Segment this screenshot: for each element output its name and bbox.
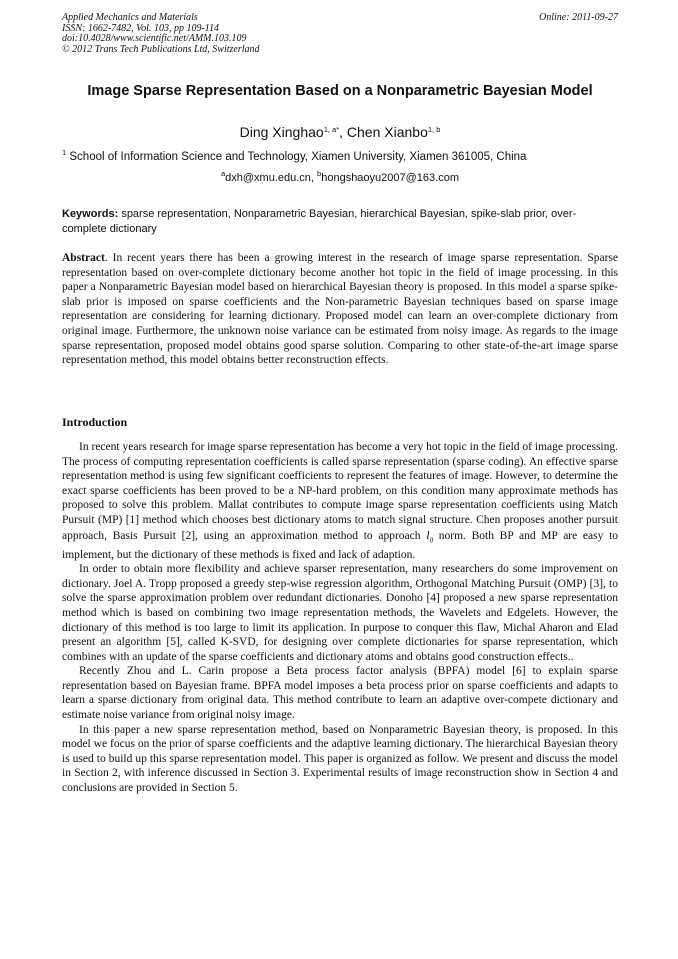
- paragraph: In order to obtain more flexibility and achieve sparser representation, many researchers do some improvement on dictionary. Joel A. Tropp proposed a greedy step-wise regression algorithm, Orthogonal Matching Pursuit (OMP) [3], to solve the sparse approximation problem over redundant dictionaries. Donoho [4] proposed a new sparse representation method which is based on combining two image representation methods, the Wavelets and Edgelets. However, the dictionary of this method is too large to limit its application. In purpose to conquer this flaw, Michal Aharon and Elad present an algorithm [5], called K-SVD, for designing over complete dictionaries for sparse representation, which combines with an update of the sparse coefficients and dictionary atoms and obtains good construction effects..: [62, 563, 618, 663]
- author-name: Chen Xianbo: [346, 124, 428, 140]
- abstract-label: Abstract: [62, 252, 105, 264]
- author-emails: [62, 169, 618, 184]
- paragraph-text: In recent years research for image sparse representation has become a very hot topic in the field of image processing. The process of computing representation coefficients is called sparse representation (sparse coding). An effective sparse representation method is using few significant coefficients to represent the features of image. However, to determine the exact sparse coefficients has been proved to be a NP-hard problem, on this condition many approximate methods has proposed to solve this problem. Mallat contributes to compute image sparse representation coefficients using Match Pursuit (MP) [1] method which chooses best dictionary atoms to match signal structure. Chen proposes another pursuit approach, Basis Pursuit [2], using an approximation method to approach: [62, 441, 618, 542]
- email-address[interactable]: hongshaoyu2007@163.com: [321, 172, 459, 184]
- author-superscript: 1, a*: [323, 125, 340, 134]
- symbol-letter: l: [426, 527, 430, 542]
- author-list: [62, 124, 618, 140]
- keywords-label: Keywords:: [62, 208, 119, 220]
- abstract-text: . In recent years there has been a growing interest in the research of image sparse representation. Sparse representation based on over-complete dictionary become another hot topic in the field of image processing. In this paper a Nonparametric Bayesian model based on hierarchical Bayesian theory is proposed. In this model a sparse spike-slab prior is imposed on sparse coefficients and the Non-parametric Bayesian techniques based on sparse image representation are considering for learning dictionary. Proposed model can learn an over-complete dictionary from original image. Furthermore, the unknown noise variance can be estimated from noisy image. As regards to the image sparse representation, proposed model obtains good sparse solution. Comparing to other state-of-the-art image sparse representation method, this model obtains better reconstruction effects.: [62, 252, 618, 367]
- paper-title: Image Sparse Representation Based on a Nonparametric Bayesian Model: [87, 83, 593, 99]
- symbol-subscript: 0: [429, 535, 434, 544]
- section-heading: Introduction: [62, 415, 128, 429]
- paragraph: Recently Zhou and L. Carin propose a Beta process factor analysis (BPFA) model [6] to explain sparse representation based on Bayesian frame. BPFA model imposes a beta process prior on sparse coefficients and adapts to learn a sparse dictionary from original data. This method contribute to learn an adaptive over-compete dictionary and estimate noise variance from original noisy image.: [62, 665, 618, 722]
- abstract-section: [62, 251, 618, 368]
- introduction-section: [62, 440, 618, 796]
- paragraph: [62, 440, 618, 562]
- keywords-text: sparse representation, Nonparametric Bayesian, hierarchical Bayesian, spike-slab prior, over-complete dictionary: [62, 208, 577, 235]
- doi-line: doi:10.4028/www.scientific.net/AMM.103.109: [62, 33, 247, 44]
- author-separator: ,: [339, 124, 347, 140]
- email-superscript: a: [220, 169, 226, 178]
- email-address[interactable]: dxh@xmu.edu.cn,: [225, 172, 314, 184]
- publication-header: [62, 13, 618, 55]
- keywords-section: [62, 207, 618, 237]
- paragraph-text: norm. Both BP and MP are easy to implement, but the dictionary of these methods is fixed and lack of adaption.: [62, 529, 619, 561]
- author-superscript: 1, b: [427, 125, 441, 134]
- affiliation-superscript: 1: [62, 148, 67, 157]
- issn-line: ISSN: 1662-7482, Vol. 103, pp 109-114: [62, 22, 220, 34]
- journal-name: Applied Mechanics and Materials: [62, 12, 198, 23]
- online-date: Online: 2011-09-27: [539, 12, 618, 23]
- affiliation: [62, 148, 618, 163]
- author-name: Ding Xinghao: [239, 124, 324, 140]
- email-superscript: b: [317, 169, 322, 178]
- paragraph: In this paper a new sparse representation method, based on Nonparametric Bayesian theory, is proposed. In this model we focus on the prior of sparse coefficients and the adaptive learning dictionary. The hierarchical Bayesian theory is used to build up this sparse representation model. This paper is organized as follow. We present and discuss the model in Section 2, with inference discussed in Section 3. Experimental results of image reconstruction show in Section 4 and conclusions are provided in Section 5.: [62, 723, 618, 795]
- l0-norm-symbol: [426, 528, 433, 542]
- affiliation-text: School of Information Science and Technology, Xiamen University, Xiamen 361005, China: [69, 151, 527, 163]
- copyright-line: © 2012 Trans Tech Publications Ltd, Switzerland: [62, 43, 260, 55]
